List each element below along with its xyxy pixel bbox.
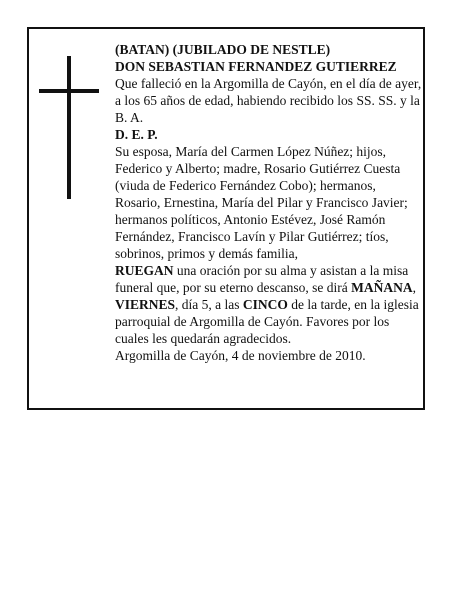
ruegan-word: RUEGAN (115, 263, 174, 278)
obituary-notice (27, 27, 425, 410)
cinco-word: CINCO (242, 297, 288, 312)
request-text-1: una oración por su alma y asistan a la misa funeral que, por su eterno descanso, se dirá (115, 263, 409, 295)
cross-vertical-bar (67, 56, 71, 199)
mass-request (115, 262, 422, 347)
request-text-2: , día 5, a las (175, 297, 243, 312)
death-announcement: Que falleció en la Argomilla de Cayón, en el día de ayer, a los 65 años de edad, habiendo recibido los SS. SS. y la B. A. (115, 76, 422, 125)
request-comma: , (412, 280, 417, 295)
viernes-word: VIERNES (115, 297, 176, 312)
place-and-date: Argomilla de Cayón, 4 de noviembre de 2010. (115, 348, 366, 363)
cross-icon (39, 56, 99, 199)
cross-horizontal-bar (39, 89, 99, 93)
obituary-text (115, 41, 422, 364)
deceased-name: DON SEBASTIAN FERNANDEZ GUTIERREZ (115, 59, 397, 74)
request-text-3: de la tarde, en la iglesia parroquial de Argomilla de Cayón. Favores por los cuales les quedarán agradecidos. (115, 297, 419, 346)
family-list: Su esposa, María del Carmen López Núñez; hijos, Federico y Alberto; madre, Rosario Gutiérrez Cuesta (viuda de Federico Fernández Cobo); hermanos, Rosario, Ernestina, María del Pilar y Francisco Javier; hermanos políticos, Antonio Estévez, José Ramón Fernández, Francisco Lavín y Pilar Gutiérrez; tíos, sobrinos, primos y demás familia, (115, 144, 408, 261)
rip-line: D. E. P. (115, 127, 158, 142)
manana-word: MAÑANA (351, 280, 413, 295)
notice-header: (BATAN) (JUBILADO DE NESTLE) (115, 42, 331, 57)
